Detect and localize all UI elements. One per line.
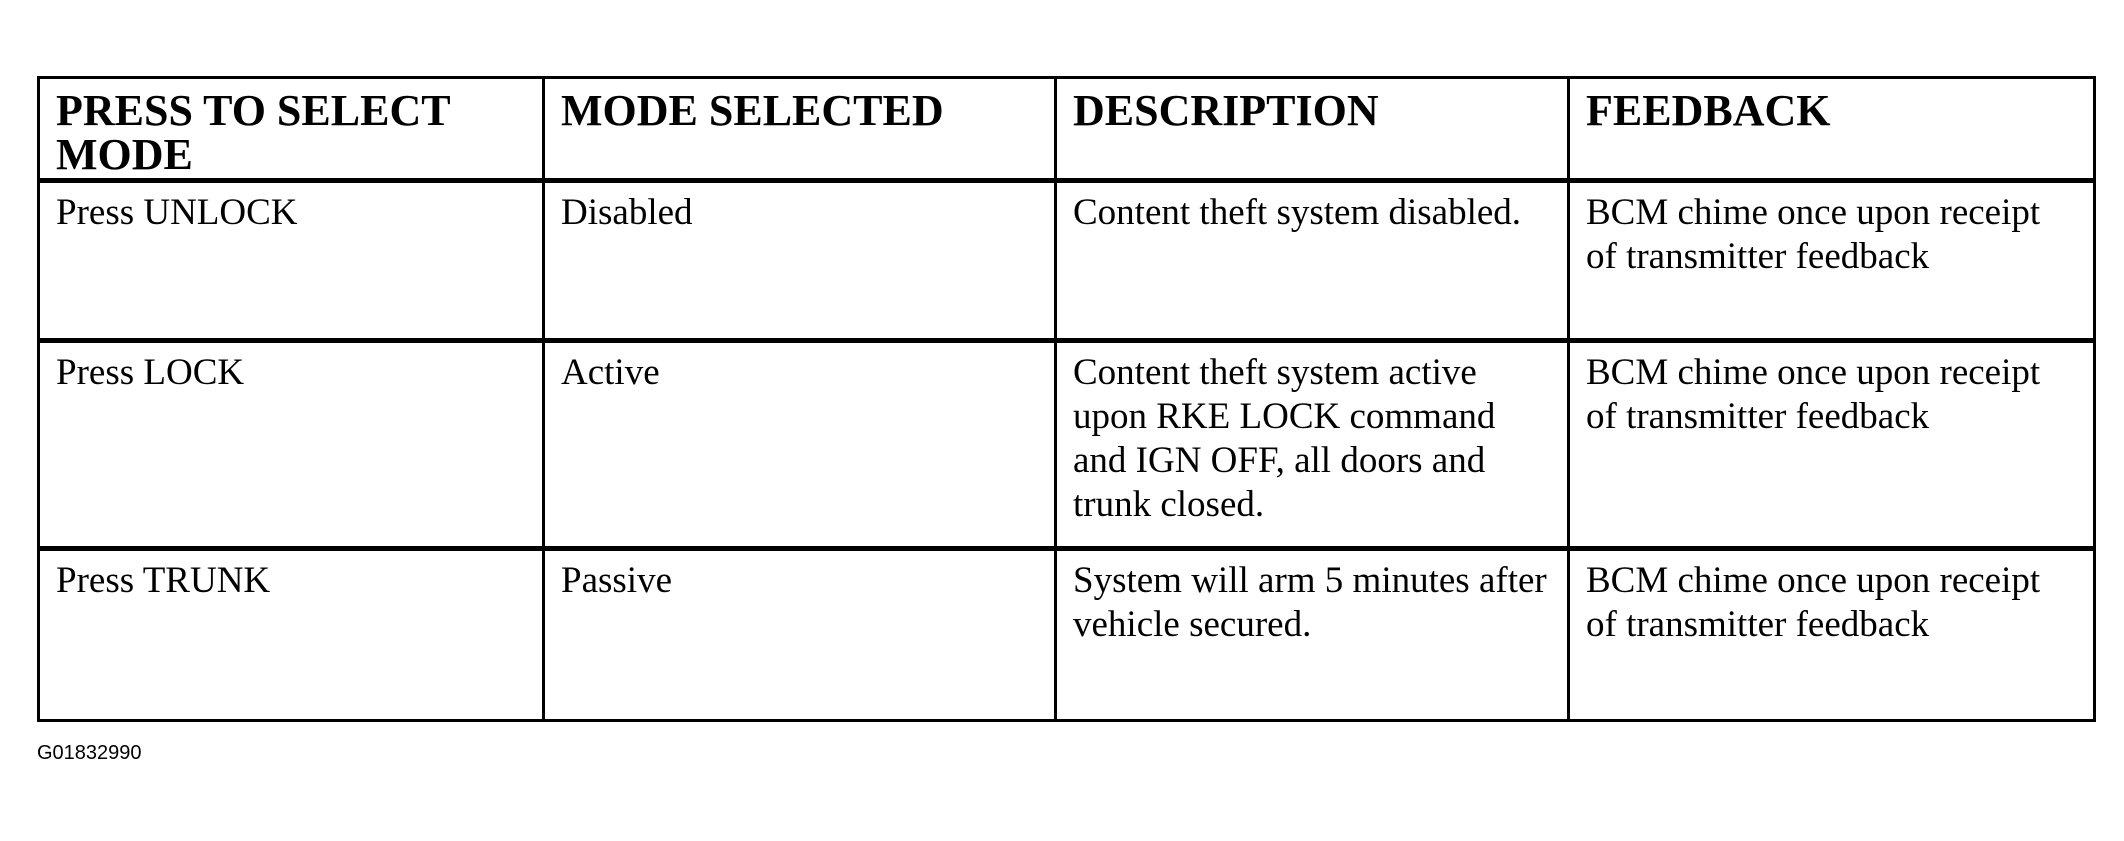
cell-mode: Active — [544, 341, 1056, 548]
header-description: DESCRIPTION — [1056, 78, 1569, 181]
table-row — [39, 341, 2095, 548]
cell-feedback: BCM chime once upon receipt of transmitter feedback — [1569, 341, 2095, 548]
cell-press-action: Press LOCK — [39, 341, 544, 548]
table-row — [39, 548, 2095, 720]
cell-description: System will arm 5 minutes after vehicle secured. — [1056, 548, 1569, 720]
cell-mode: Passive — [544, 548, 1056, 720]
cell-feedback: BCM chime once upon receipt of transmitter feedback — [1569, 548, 2095, 720]
header-feedback: FEEDBACK — [1569, 78, 2095, 181]
cell-press-action: Press UNLOCK — [39, 181, 544, 341]
cell-press-action: Press TRUNK — [39, 548, 544, 720]
header-press-to-select-mode: PRESS TO SELECT MODE — [39, 78, 544, 181]
figure-id-label: G01832990 — [37, 742, 142, 764]
cell-description: Content theft system disabled. — [1056, 181, 1569, 341]
cell-mode: Disabled — [544, 181, 1056, 341]
header-mode-selected: MODE SELECTED — [544, 78, 1056, 181]
cell-description: Content theft system active upon RKE LOCK command and IGN OFF, all doors and trunk closed. — [1056, 341, 1569, 548]
mode-selection-table — [37, 76, 2096, 722]
cell-feedback: BCM chime once upon receipt of transmitter feedback — [1569, 181, 2095, 341]
table-header-row — [39, 78, 2095, 181]
table-row — [39, 181, 2095, 341]
